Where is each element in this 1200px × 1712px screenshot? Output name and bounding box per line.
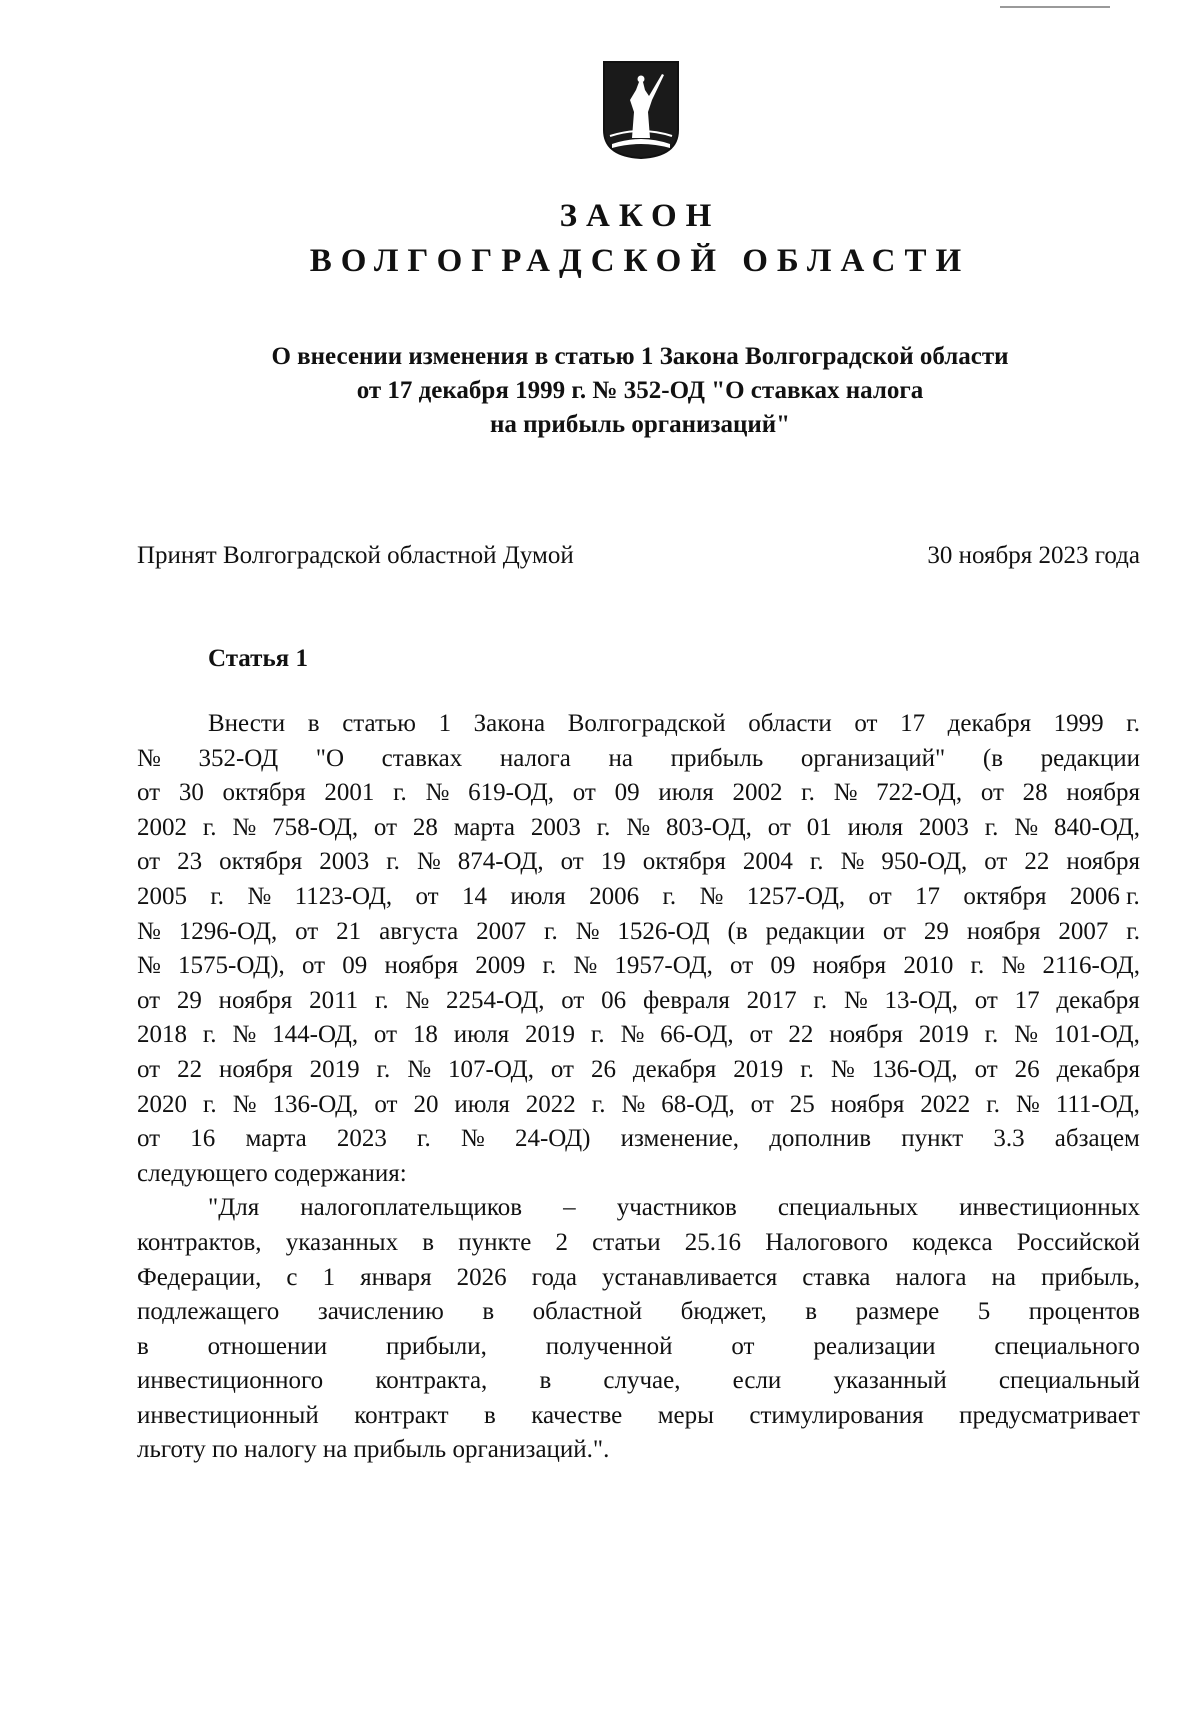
article-word: № [405, 986, 430, 1014]
article-word: марта [453, 813, 515, 841]
article-word: № [460, 1125, 485, 1153]
article-word: № [1015, 1090, 1040, 1118]
article-word: 22 [788, 1021, 814, 1049]
article-word: г. [202, 813, 217, 841]
article-word: ноября [219, 1055, 293, 1083]
article-heading: Статья 1 [208, 645, 308, 672]
article-word: пункт [901, 1125, 964, 1153]
article-word: декабря [947, 710, 1032, 737]
article-word: 2116-ОД, [1042, 952, 1140, 980]
article-word: меры [657, 1401, 714, 1429]
article-word: № [232, 1021, 257, 1049]
article-word: инвестиционного [137, 1367, 324, 1395]
article-word: 1 [322, 1263, 336, 1291]
article-word: от [984, 848, 1008, 876]
article-word: 06 [601, 986, 627, 1014]
article-word: специальный [998, 1367, 1140, 1395]
article-word: ноября [830, 1090, 905, 1118]
article-word: Федерации, [137, 1263, 262, 1291]
article-word: 29 [176, 986, 202, 1014]
article-word: № [1014, 813, 1039, 841]
article-word: 619-ОД, [468, 779, 555, 807]
article-word: ноября [829, 1021, 903, 1049]
article-word: 874-ОД, [457, 848, 544, 876]
article-word: № [416, 848, 441, 876]
article-word: от [137, 779, 161, 807]
article-line [137, 707, 1140, 742]
article-word: полученной [545, 1332, 673, 1360]
article-word: № [843, 986, 868, 1014]
article-word: указанный [833, 1367, 947, 1395]
article-line [137, 1295, 1140, 1330]
article-word: ноября [812, 952, 887, 980]
article-word: 24-ОД) [514, 1125, 591, 1153]
article-word: статьи [592, 1228, 661, 1256]
article-word: налогоплательщиков [300, 1194, 523, 1222]
article-line [137, 811, 1140, 846]
article-word: 17 [900, 710, 926, 737]
article-word: от [854, 710, 878, 737]
article-word: 2002 [732, 779, 783, 807]
article-line [137, 742, 1140, 777]
article-word: 2010 [903, 952, 954, 980]
article-word: 1296-ОД, [178, 917, 278, 945]
article-word: 2011 [309, 986, 359, 1014]
article-word: Волгоградской [567, 710, 726, 737]
article-word: участников [616, 1194, 737, 1222]
article-word: бюджет, [680, 1298, 767, 1326]
article-word: от [373, 1021, 398, 1049]
article-word: предусматривает [959, 1401, 1140, 1429]
article-word: 2005 [137, 882, 187, 910]
article-word: – [563, 1194, 576, 1222]
article-word: ноября [1066, 779, 1140, 807]
article-word: от [137, 1055, 161, 1083]
article-word: на [991, 1263, 1017, 1291]
article-word: № [833, 779, 858, 807]
article-word: 5 [977, 1298, 991, 1326]
article-word: 2019 [309, 1055, 360, 1083]
article-word: от [137, 1125, 161, 1153]
article-word: абзацем [1054, 1125, 1140, 1153]
article-word: № [621, 1090, 646, 1118]
article-word: пункте [458, 1228, 532, 1256]
article-word: от [974, 986, 998, 1014]
article-word: ноября [384, 952, 459, 980]
article-word: в [482, 1298, 495, 1326]
adopted-by: Принят Волгоградской областной Думой [137, 542, 574, 569]
article-word: 2022 [920, 1090, 971, 1118]
article-word: 2019 [918, 1021, 969, 1049]
article-word: г. [210, 882, 225, 910]
article-word: если [732, 1367, 782, 1395]
article-line [137, 984, 1140, 1019]
article-word: июля [658, 779, 714, 807]
article-word: 136-ОД, [871, 1055, 958, 1083]
article-word: 2254-ОД, [446, 986, 545, 1014]
document-title: ЗАКОН [559, 198, 721, 234]
article-word: № [575, 917, 600, 945]
article-word: г. [800, 1055, 814, 1083]
article-word: № [425, 779, 450, 807]
article-word: 17 [1014, 986, 1040, 1014]
article-word: декабря [632, 1055, 717, 1083]
article-line [137, 1399, 1140, 1434]
article-word: 803-ОД, [665, 813, 752, 841]
article-word: № [232, 813, 257, 841]
article-word: 2004 [742, 848, 793, 876]
article-word: 2002 [137, 813, 187, 841]
article-word: 2019 [733, 1055, 784, 1083]
article-word: инвестиционный [137, 1401, 319, 1429]
article-word: № [232, 1090, 257, 1118]
article-word: 17 [915, 882, 940, 910]
article-word: 01 [806, 813, 832, 841]
article-word: г. [662, 882, 677, 910]
article-word: г. [386, 848, 400, 876]
article-word: № [573, 952, 598, 980]
subject-line: от 17 декабря 1999 г. № 352-ОД "О ставках налога [356, 377, 924, 404]
article-word: 13-ОД, [884, 986, 958, 1014]
article-word: г. [544, 917, 558, 945]
article-line [137, 1261, 1140, 1296]
article-word: г. [591, 1090, 606, 1118]
article-word: областной [532, 1298, 643, 1326]
article-word: в [307, 710, 320, 737]
article-word: инвестиционных [959, 1194, 1140, 1222]
article-word: 2026 [456, 1263, 507, 1291]
article-word: июля [847, 813, 904, 841]
article-word: декабря [1056, 1055, 1140, 1083]
article-word: № [1001, 952, 1026, 980]
article-word: 2 [555, 1228, 568, 1256]
article-word: ноября [218, 986, 293, 1014]
article-word: 25 [789, 1090, 815, 1118]
article-word: от [302, 952, 326, 980]
article-word: года [531, 1263, 577, 1291]
article-word: от [974, 1055, 998, 1083]
article-word: августа [379, 917, 459, 945]
article-word: от [750, 1090, 774, 1118]
article-word: октября [963, 882, 1047, 910]
article-word: организаций" [800, 744, 946, 772]
article-line [137, 1122, 1140, 1157]
article-word: 840-ОД, [1054, 813, 1140, 841]
article-word: № [699, 882, 724, 910]
article-word: октября [222, 779, 306, 807]
article-word: 18 [412, 1021, 438, 1049]
article-word: Налогового [765, 1228, 888, 1256]
article-word: зачислению [317, 1298, 444, 1326]
article-word: изменение, [620, 1125, 740, 1153]
article-word: 66-ОД, [660, 1021, 734, 1049]
article-word: дополнив [769, 1125, 872, 1153]
article-word: налога [895, 1263, 967, 1291]
article-word: 352-ОД [198, 744, 279, 772]
article-word: качестве [531, 1401, 623, 1429]
article-word: 20 [413, 1090, 439, 1118]
article-body [137, 707, 1140, 1468]
article-word: 107-ОД, [448, 1055, 534, 1083]
article-text: льготу по налогу на прибыль организаций.". [137, 1436, 610, 1464]
article-word: от [295, 917, 319, 945]
article-word: от [749, 1021, 773, 1049]
article-word: 2001 [324, 779, 375, 807]
article-word: № [407, 1055, 432, 1083]
article-word: г. [970, 952, 985, 980]
article-line [137, 1157, 1140, 1192]
article-word: г. [986, 1090, 1000, 1118]
article-word: 1 [438, 710, 452, 737]
article-line [137, 880, 1140, 915]
article-word: от [731, 1332, 755, 1360]
article-word: 1957-ОД, [614, 952, 713, 980]
article-word: 144-ОД, [272, 1021, 359, 1049]
subject-line: на прибыль организаций" [489, 411, 791, 438]
article-word: г. [417, 1125, 431, 1153]
article-word: (в [727, 917, 748, 945]
article-word: размере [855, 1298, 940, 1326]
article-word: 3.3 [993, 1125, 1025, 1153]
document-issuer: ВОЛГОГРАДСКОЙ ОБЛАСТИ [309, 243, 971, 279]
article-word: 758-ОД, [272, 813, 359, 841]
article-word: ставка [802, 1263, 871, 1291]
article-word: января [360, 1263, 432, 1291]
article-word: 2006 [589, 882, 640, 910]
article-word: июля [510, 882, 566, 910]
article-word: процентов [1028, 1298, 1140, 1326]
article-word: марта [245, 1125, 307, 1153]
article-word: г. [984, 813, 999, 841]
article-word: в [137, 1332, 149, 1360]
article-word: от [550, 1055, 574, 1083]
article-word: г. [393, 779, 407, 807]
article-word: устанавливается [602, 1263, 778, 1291]
article-word: г. [809, 848, 824, 876]
article-line [137, 1330, 1140, 1365]
article-line [137, 776, 1140, 811]
article-word: специальных [777, 1194, 919, 1222]
article-word: Российской [1016, 1228, 1140, 1256]
article-word: октября [219, 848, 303, 876]
law-subject [200, 340, 1080, 442]
article-word: 68-ОД, [661, 1090, 735, 1118]
article-word: 21 [336, 917, 362, 945]
article-word: указанных [285, 1228, 399, 1256]
article-word: 1123-ОД, [294, 882, 393, 910]
article-word: 2017 [746, 986, 797, 1014]
article-word: 16 [190, 1125, 216, 1153]
article-word: г. [202, 1021, 217, 1049]
article-word: 2007 [476, 917, 527, 945]
article-word: г. [376, 1055, 391, 1083]
article-word: г. [590, 1021, 605, 1049]
article-word: от [561, 986, 585, 1014]
article-word: № [830, 1055, 855, 1083]
article-word: контракт [354, 1401, 449, 1429]
article-word: Закона [473, 710, 546, 737]
article-word: 29 [923, 917, 949, 945]
article-word: статью [342, 710, 416, 737]
article-word: № [137, 744, 161, 772]
article-word: с [286, 1263, 298, 1291]
article-word: 28 [1022, 779, 1048, 807]
coat-of-arms-icon [602, 60, 680, 160]
article-word: г. [1126, 710, 1140, 737]
article-word: от [572, 779, 596, 807]
article-word: 1526-ОД [617, 917, 710, 945]
article-line [137, 949, 1140, 984]
article-word: от [560, 848, 584, 876]
article-word: 136-ОД, [272, 1090, 359, 1118]
article-word: 2009 [475, 952, 526, 980]
article-word: 111-ОД, [1055, 1090, 1140, 1118]
article-word: в [805, 1298, 818, 1326]
article-word: 2019 [525, 1021, 576, 1049]
article-word: от [415, 882, 439, 910]
article-word: ставках [381, 744, 463, 772]
article-word: на [608, 744, 633, 772]
article-word: "Для [208, 1194, 260, 1222]
article-word: в [422, 1228, 435, 1256]
article-word: г. [984, 1021, 999, 1049]
article-word: 2018 [137, 1021, 187, 1049]
article-word: прибыль [670, 744, 764, 772]
scan-artifact-line [1000, 6, 1110, 8]
article-word: прибыль, [1041, 1263, 1140, 1291]
article-word: 2003 [918, 813, 969, 841]
article-word: г. [1126, 917, 1140, 945]
article-word: г. [596, 813, 611, 841]
adoption-date: 30 ноября 2023 года [927, 542, 1140, 569]
article-line [137, 1433, 1140, 1468]
article-line [137, 1018, 1140, 1053]
article-word: 2006 г. [1069, 882, 1140, 910]
article-word: специального [994, 1332, 1140, 1360]
article-word: редакции [1040, 744, 1140, 772]
article-word: 2003 [319, 848, 370, 876]
article-word: 22 [177, 1055, 203, 1083]
article-word: от [374, 1090, 398, 1118]
article-word: ноября [1066, 848, 1140, 876]
article-word: 26 [1014, 1055, 1040, 1083]
article-word: 09 [770, 952, 796, 980]
article-word: (в [982, 744, 1004, 772]
article-word: № [620, 1021, 645, 1049]
article-word: г. [202, 1090, 217, 1118]
article-word: 2020 [137, 1090, 187, 1118]
article-word: от [137, 986, 161, 1014]
article-line [137, 845, 1140, 880]
article-line [137, 1191, 1140, 1226]
article-word: июля [454, 1090, 510, 1118]
article-word: 14 [461, 882, 487, 910]
article-word: в [539, 1367, 552, 1395]
article-word: области [748, 710, 832, 737]
article-word: кодекса [912, 1228, 993, 1256]
article-word: № [137, 917, 161, 945]
article-word: 950-ОД, [881, 848, 968, 876]
article-word: от [882, 917, 906, 945]
article-word: № [840, 848, 865, 876]
article-word: 09 [614, 779, 640, 807]
article-word: от [137, 848, 161, 876]
article-word: контрактов, [137, 1228, 262, 1256]
article-word: 1575-ОД), [178, 952, 285, 980]
article-word: 30 [178, 779, 204, 807]
article-word: от [980, 779, 1004, 807]
article-word: № [1014, 1021, 1039, 1049]
article-line [137, 1088, 1140, 1123]
article-word: № [137, 952, 161, 980]
article-word: отношении [207, 1332, 328, 1360]
article-word: ноября [966, 917, 1041, 945]
article-word: 23 [177, 848, 203, 876]
adoption-row [137, 542, 1140, 570]
article-word: налога [499, 744, 571, 772]
article-word: 25.16 [684, 1228, 742, 1256]
article-word: октября [642, 848, 726, 876]
article-word: 09 [342, 952, 368, 980]
article-line [137, 915, 1140, 950]
article-word: от [767, 813, 791, 841]
article-word: 2007 [1058, 917, 1109, 945]
article-word: февраля [642, 986, 730, 1014]
article-word: 1999 [1053, 710, 1104, 737]
article-word: от [730, 952, 754, 980]
article-line [137, 1226, 1140, 1261]
article-word: случае, [603, 1367, 681, 1395]
article-word: 2022 [525, 1090, 576, 1118]
article-word: Внести [208, 710, 286, 737]
article-word: 22 [1024, 848, 1050, 876]
article-line [137, 1053, 1140, 1088]
article-word: от [373, 813, 398, 841]
article-word: № [247, 882, 272, 910]
article-word: стимулирования [749, 1401, 924, 1429]
article-word: 722-ОД, [876, 779, 963, 807]
article-word: контракта, [375, 1367, 488, 1395]
article-word: г. [801, 779, 815, 807]
article-line [137, 1364, 1140, 1399]
article-word: 2023 [336, 1125, 387, 1153]
article-word: 19 [600, 848, 626, 876]
article-word: подлежащего [137, 1298, 280, 1326]
article-text: следующего содержания: [137, 1159, 407, 1187]
article-word: 1257-ОД, [746, 882, 846, 910]
article-word: декабря [1056, 986, 1140, 1014]
article-word: реализации [813, 1332, 936, 1360]
article-word: 101-ОД, [1053, 1021, 1140, 1049]
article-word: г. [813, 986, 828, 1014]
article-word: 2003 [530, 813, 581, 841]
article-word: 28 [412, 813, 438, 841]
article-word: от [868, 882, 892, 910]
article-word: № [626, 813, 651, 841]
article-word: прибыли, [385, 1332, 487, 1360]
article-word: "О [315, 744, 345, 772]
article-word: июля [453, 1021, 510, 1049]
article-word: редакции [765, 917, 865, 945]
subject-line: О внесении изменения в статью 1 Закона Волгоградской области [271, 343, 1009, 370]
article-word: г. [374, 986, 389, 1014]
article-word: в [484, 1401, 496, 1429]
article-word: 26 [590, 1055, 616, 1083]
article-word: г. [542, 952, 557, 980]
